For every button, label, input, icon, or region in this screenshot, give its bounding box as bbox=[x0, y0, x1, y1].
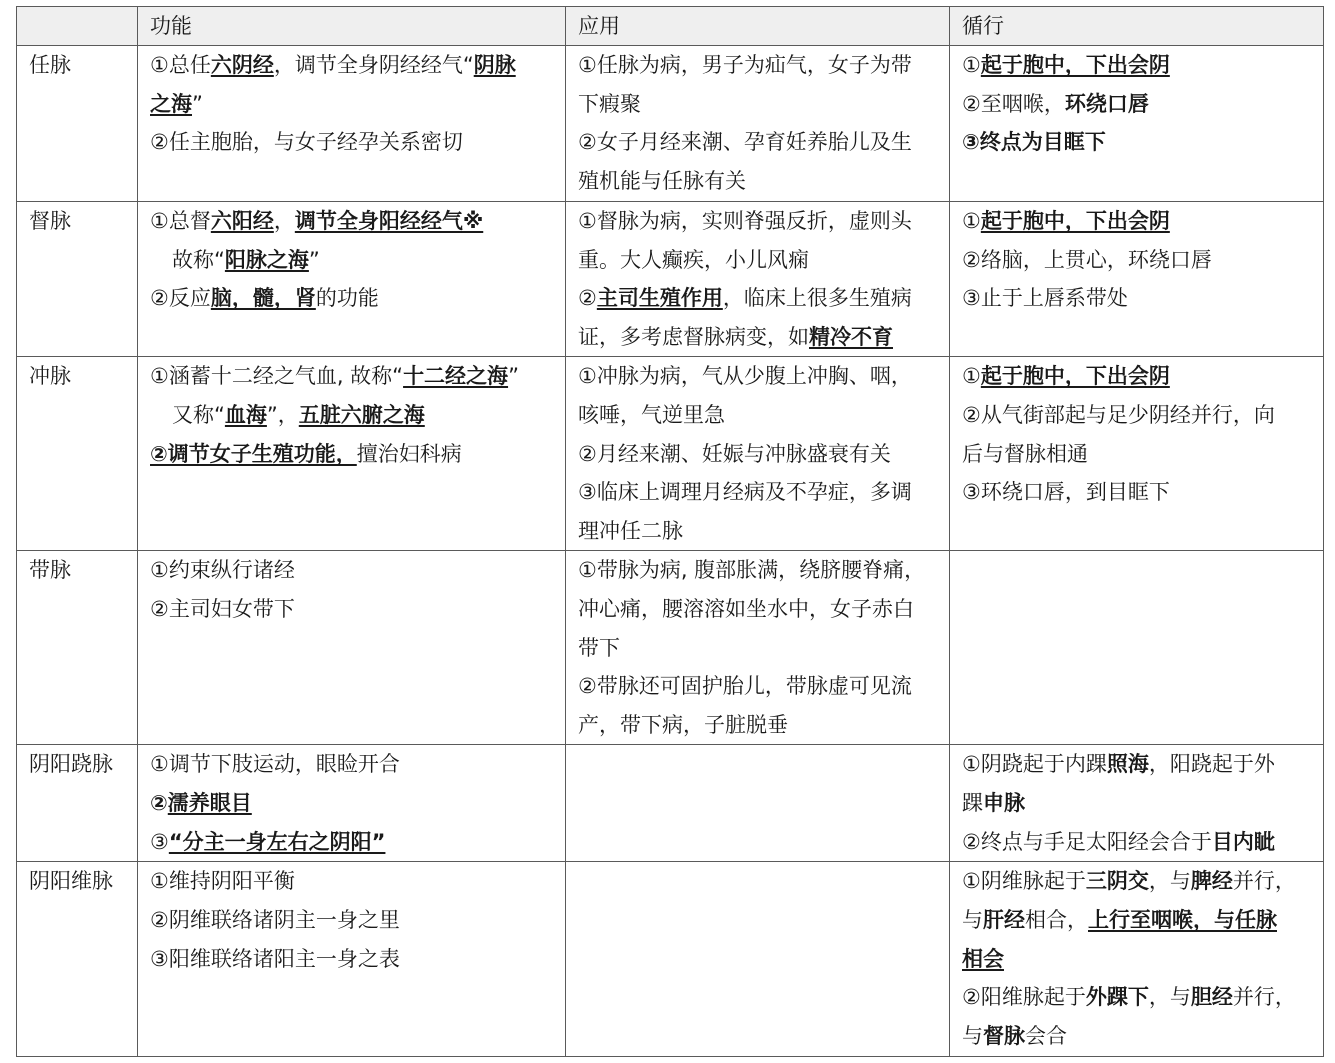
cell-text: ①带脉为病, 腹部胀满，绕脐腰脊痛， bbox=[578, 558, 926, 583]
emphasis-text: 三阴交 bbox=[1085, 869, 1149, 894]
cell-text: ①涵蓄十二经之气血, 故称“ bbox=[150, 364, 404, 389]
cell-text: ②女子月经来潮、孕育妊养胎儿及生 bbox=[578, 130, 912, 155]
cell-text: ①约束纵行诸经 bbox=[150, 558, 295, 583]
cell-text: 会合 bbox=[1025, 1023, 1067, 1048]
cell-text: ①阴跷起于内踝 bbox=[962, 752, 1107, 777]
emphasis-text: 照海 bbox=[1106, 752, 1149, 777]
cell-text: ” bbox=[192, 91, 203, 116]
cell-text: ③ bbox=[150, 829, 169, 854]
cell-text: ①总任 bbox=[150, 53, 211, 77]
application-cell bbox=[566, 202, 950, 357]
cell-line bbox=[962, 46, 1317, 85]
cell-line bbox=[150, 823, 559, 862]
pathway-cell bbox=[950, 551, 1324, 745]
cell-text: 重。大人癫疾，小儿风痫 bbox=[578, 247, 809, 272]
cell-text: ②任主胞胎，与女子经孕关系密切 bbox=[150, 130, 463, 155]
cell-line bbox=[962, 473, 1317, 512]
cell-text: 故称“ bbox=[172, 247, 225, 272]
header-pathway: 循行 bbox=[950, 7, 1324, 46]
pathway-cell bbox=[950, 202, 1324, 357]
emphasis-text: 濡养眼目 bbox=[167, 790, 252, 815]
cell-line bbox=[962, 396, 1317, 435]
emphasis-text: 血海 bbox=[224, 402, 267, 427]
header-row bbox=[17, 7, 1324, 46]
emphasis-text: “分主一身左右之阴阳” bbox=[168, 829, 386, 854]
vessel-name: 冲脉 bbox=[17, 357, 138, 551]
emphasis-text: 起于胞中，下出会阴 bbox=[980, 209, 1170, 233]
header-empty bbox=[17, 7, 138, 46]
cell-text: ②月经来潮、妊娠与冲脉盛衰有关 bbox=[578, 441, 891, 466]
cell-line bbox=[962, 940, 1317, 979]
cell-line bbox=[962, 202, 1317, 241]
cell-text: 产，带下病，子脏脱垂 bbox=[578, 712, 788, 737]
emphasis-text: 肝经 bbox=[983, 907, 1025, 932]
cell-text: 踝 bbox=[962, 790, 983, 815]
table-row bbox=[17, 357, 1324, 551]
cell-line bbox=[962, 823, 1317, 862]
table-row bbox=[17, 202, 1324, 357]
cell-line bbox=[962, 85, 1317, 124]
cell-text: 下瘕聚 bbox=[578, 91, 641, 116]
table-body bbox=[17, 46, 1324, 1057]
emphasis-text: 阳脉之海 bbox=[224, 247, 309, 272]
cell-text: 冲心痛，腰溶溶如坐水中，女子赤白 bbox=[578, 596, 914, 621]
cell-text: ②主司妇女带下 bbox=[150, 596, 295, 621]
emphasis-text: 六阴经 bbox=[210, 53, 274, 77]
cell-line bbox=[578, 590, 943, 629]
emphasis-text: ③终点为目眶下 bbox=[962, 130, 1106, 155]
cell-text: ①总督 bbox=[150, 209, 211, 233]
cell-line bbox=[578, 123, 943, 162]
vessel-name: 带脉 bbox=[17, 551, 138, 745]
cell-line bbox=[962, 357, 1317, 396]
application-cell bbox=[566, 551, 950, 745]
cell-line bbox=[578, 46, 943, 85]
emphasis-text: 脑，髓，肾 bbox=[210, 286, 316, 311]
cell-line bbox=[578, 241, 943, 280]
cell-text: 后与督脉相通 bbox=[962, 441, 1088, 466]
pathway-cell bbox=[950, 745, 1324, 862]
cell-line bbox=[150, 862, 559, 901]
emphasis-text: 督脉 bbox=[983, 1023, 1025, 1048]
cell-line bbox=[578, 629, 943, 668]
cell-text: 的功能 bbox=[315, 286, 379, 311]
emphasis-text: 五脏六腑之海 bbox=[298, 402, 425, 427]
cell-line bbox=[578, 279, 943, 318]
application-cell bbox=[566, 46, 950, 202]
emphasis-text: 相会 bbox=[962, 946, 1004, 971]
emphasis-text: ②调节女子生殖功能， bbox=[150, 441, 357, 466]
emphasis-text: 十二经之海 bbox=[403, 364, 509, 389]
vessel-name: 督脉 bbox=[17, 202, 138, 357]
emphasis-text: 主司生殖作用 bbox=[596, 286, 723, 311]
cell-text: 相合， bbox=[1025, 907, 1088, 932]
emphasis-text: 外踝下 bbox=[1085, 985, 1149, 1010]
cell-line bbox=[578, 706, 943, 745]
cell-text: ， bbox=[273, 209, 295, 233]
cell-line bbox=[150, 279, 559, 318]
cell-text: 殖机能与任脉有关 bbox=[578, 168, 746, 193]
cell-text: ②从气街部起与足少阴经并行，向 bbox=[962, 402, 1275, 427]
function-cell bbox=[138, 551, 566, 745]
cell-text: 与 bbox=[962, 907, 983, 932]
cell-line bbox=[150, 85, 559, 124]
cell-text: 又称“ bbox=[172, 402, 225, 427]
emphasis-text: 六阳经 bbox=[210, 209, 274, 233]
cell-text: ②络脑，上贯心，环绕口唇 bbox=[962, 247, 1212, 272]
table-row bbox=[17, 862, 1324, 1057]
function-cell bbox=[138, 862, 566, 1057]
cell-line bbox=[578, 396, 943, 435]
emphasis-text: 阴脉 bbox=[473, 53, 516, 77]
cell-text: ②阳维脉起于 bbox=[962, 985, 1086, 1010]
cell-line bbox=[150, 46, 559, 85]
cell-line bbox=[962, 901, 1317, 940]
cell-text: ② bbox=[578, 286, 597, 311]
pathway-cell bbox=[950, 357, 1324, 551]
cell-line bbox=[150, 745, 559, 784]
pathway-cell bbox=[950, 862, 1324, 1057]
cell-text: ②反应 bbox=[150, 286, 211, 311]
cell-line bbox=[578, 551, 943, 590]
cell-line bbox=[150, 784, 559, 823]
function-cell bbox=[138, 745, 566, 862]
cell-text: ②终点与手足太阳经会合于 bbox=[962, 829, 1212, 854]
cell-line bbox=[962, 435, 1317, 474]
cell-text: ，阳跷起于外 bbox=[1148, 752, 1275, 777]
table-row bbox=[17, 46, 1324, 202]
cell-text: ②至咽喉， bbox=[962, 91, 1065, 116]
cell-line bbox=[578, 667, 943, 706]
cell-line bbox=[962, 745, 1317, 784]
vessel-name: 阴阳跷脉 bbox=[17, 745, 138, 862]
cell-text: ①督脉为病，实则脊强反折，虚则头 bbox=[578, 209, 912, 233]
cell-text: 理冲任二脉 bbox=[578, 518, 683, 543]
table-row bbox=[17, 551, 1324, 745]
cell-text: ” bbox=[308, 247, 320, 272]
cell-line bbox=[578, 202, 943, 241]
cell-text: ，临床上很多生殖病 bbox=[722, 286, 912, 311]
emphasis-text: ② bbox=[150, 790, 168, 815]
cell-line bbox=[150, 202, 559, 241]
cell-line bbox=[962, 241, 1317, 280]
cell-text: 带下 bbox=[578, 635, 620, 660]
cell-line bbox=[578, 473, 943, 512]
cell-text: ① bbox=[962, 53, 981, 77]
cell-text: 并行， bbox=[1232, 985, 1296, 1010]
cell-text: ①维持阴阳平衡 bbox=[150, 869, 295, 894]
emphasis-text: 环绕口唇 bbox=[1064, 91, 1149, 116]
emphasis-text: 之海 bbox=[150, 91, 192, 116]
cell-line bbox=[578, 512, 943, 551]
cell-text: ，调节全身阴经经气“ bbox=[273, 53, 474, 77]
cell-text: 咳唾，气逆里急 bbox=[578, 402, 725, 427]
cell-text: ③临床上调理月经病及不孕症，多调 bbox=[578, 480, 912, 505]
header-function: 功能 bbox=[138, 7, 566, 46]
table-row bbox=[17, 745, 1324, 862]
function-cell bbox=[138, 202, 566, 357]
emphasis-text: 胆经 bbox=[1190, 985, 1233, 1010]
cell-line bbox=[962, 978, 1317, 1017]
cell-text: 擅治妇科病 bbox=[356, 441, 462, 466]
function-cell bbox=[138, 46, 566, 202]
cell-text: ①阴维脉起于 bbox=[962, 869, 1086, 894]
cell-text: ” bbox=[508, 364, 519, 389]
cell-line bbox=[962, 123, 1317, 162]
cell-line bbox=[150, 241, 559, 280]
cell-line bbox=[150, 357, 559, 396]
cell-line bbox=[578, 85, 943, 124]
cell-line bbox=[150, 901, 559, 940]
cell-text: 证，多考虑督脉病变，如 bbox=[578, 324, 809, 349]
vessel-name: 阴阳维脉 bbox=[17, 862, 138, 1057]
header-application: 应用 bbox=[566, 7, 950, 46]
cell-line bbox=[962, 862, 1317, 901]
cell-text: 并行， bbox=[1232, 869, 1296, 894]
cell-text: ①调节下肢运动，眼睑开合 bbox=[150, 752, 400, 777]
application-cell bbox=[566, 357, 950, 551]
cell-text: ①任脉为病，男子为疝气，女子为带 bbox=[578, 53, 912, 77]
cell-text: 与 bbox=[962, 1023, 983, 1048]
cell-text: ① bbox=[962, 364, 981, 389]
meridian-table bbox=[16, 6, 1324, 1057]
vessel-name: 任脉 bbox=[17, 46, 138, 202]
emphasis-text: 精冷不育 bbox=[809, 324, 893, 349]
cell-text: ②阴维联络诸阴主一身之里 bbox=[150, 907, 400, 932]
cell-line bbox=[150, 123, 559, 162]
application-cell bbox=[566, 862, 950, 1057]
emphasis-text: 调节全身阳经经气※ bbox=[294, 209, 484, 233]
emphasis-text: 目内眦 bbox=[1211, 829, 1275, 854]
cell-line bbox=[578, 318, 943, 357]
cell-text: ①冲脉为病，气从少腹上冲胸、咽， bbox=[578, 364, 912, 389]
cell-line bbox=[150, 551, 559, 590]
cell-line bbox=[150, 590, 559, 629]
cell-line bbox=[150, 940, 559, 979]
function-cell bbox=[138, 357, 566, 551]
cell-line bbox=[578, 357, 943, 396]
cell-line bbox=[962, 1017, 1317, 1056]
cell-line bbox=[578, 435, 943, 474]
cell-text: ① bbox=[962, 209, 981, 233]
cell-text: ”， bbox=[266, 402, 299, 427]
application-cell bbox=[566, 745, 950, 862]
cell-line bbox=[150, 435, 559, 474]
cell-text: ③环绕口唇，到目眶下 bbox=[962, 480, 1170, 505]
emphasis-text: 上行至咽喉，与任脉 bbox=[1088, 907, 1277, 932]
cell-line bbox=[962, 279, 1317, 318]
cell-text: ③止于上唇系带处 bbox=[962, 286, 1128, 311]
emphasis-text: 起于胞中，下出会阴 bbox=[980, 364, 1170, 389]
cell-line bbox=[578, 162, 943, 201]
emphasis-text: 起于胞中，下出会阴 bbox=[980, 53, 1170, 77]
cell-line bbox=[962, 784, 1317, 823]
cell-text: ，与 bbox=[1148, 985, 1191, 1010]
pathway-cell bbox=[950, 46, 1324, 202]
emphasis-text: 申脉 bbox=[983, 790, 1025, 815]
cell-line bbox=[150, 396, 559, 435]
cell-text: ②带脉还可固护胎儿，带脉虚可见流 bbox=[578, 674, 912, 699]
cell-text: ③阳维联络诸阳主一身之表 bbox=[150, 946, 400, 971]
emphasis-text: 脾经 bbox=[1190, 869, 1233, 894]
cell-text: ，与 bbox=[1148, 869, 1191, 894]
